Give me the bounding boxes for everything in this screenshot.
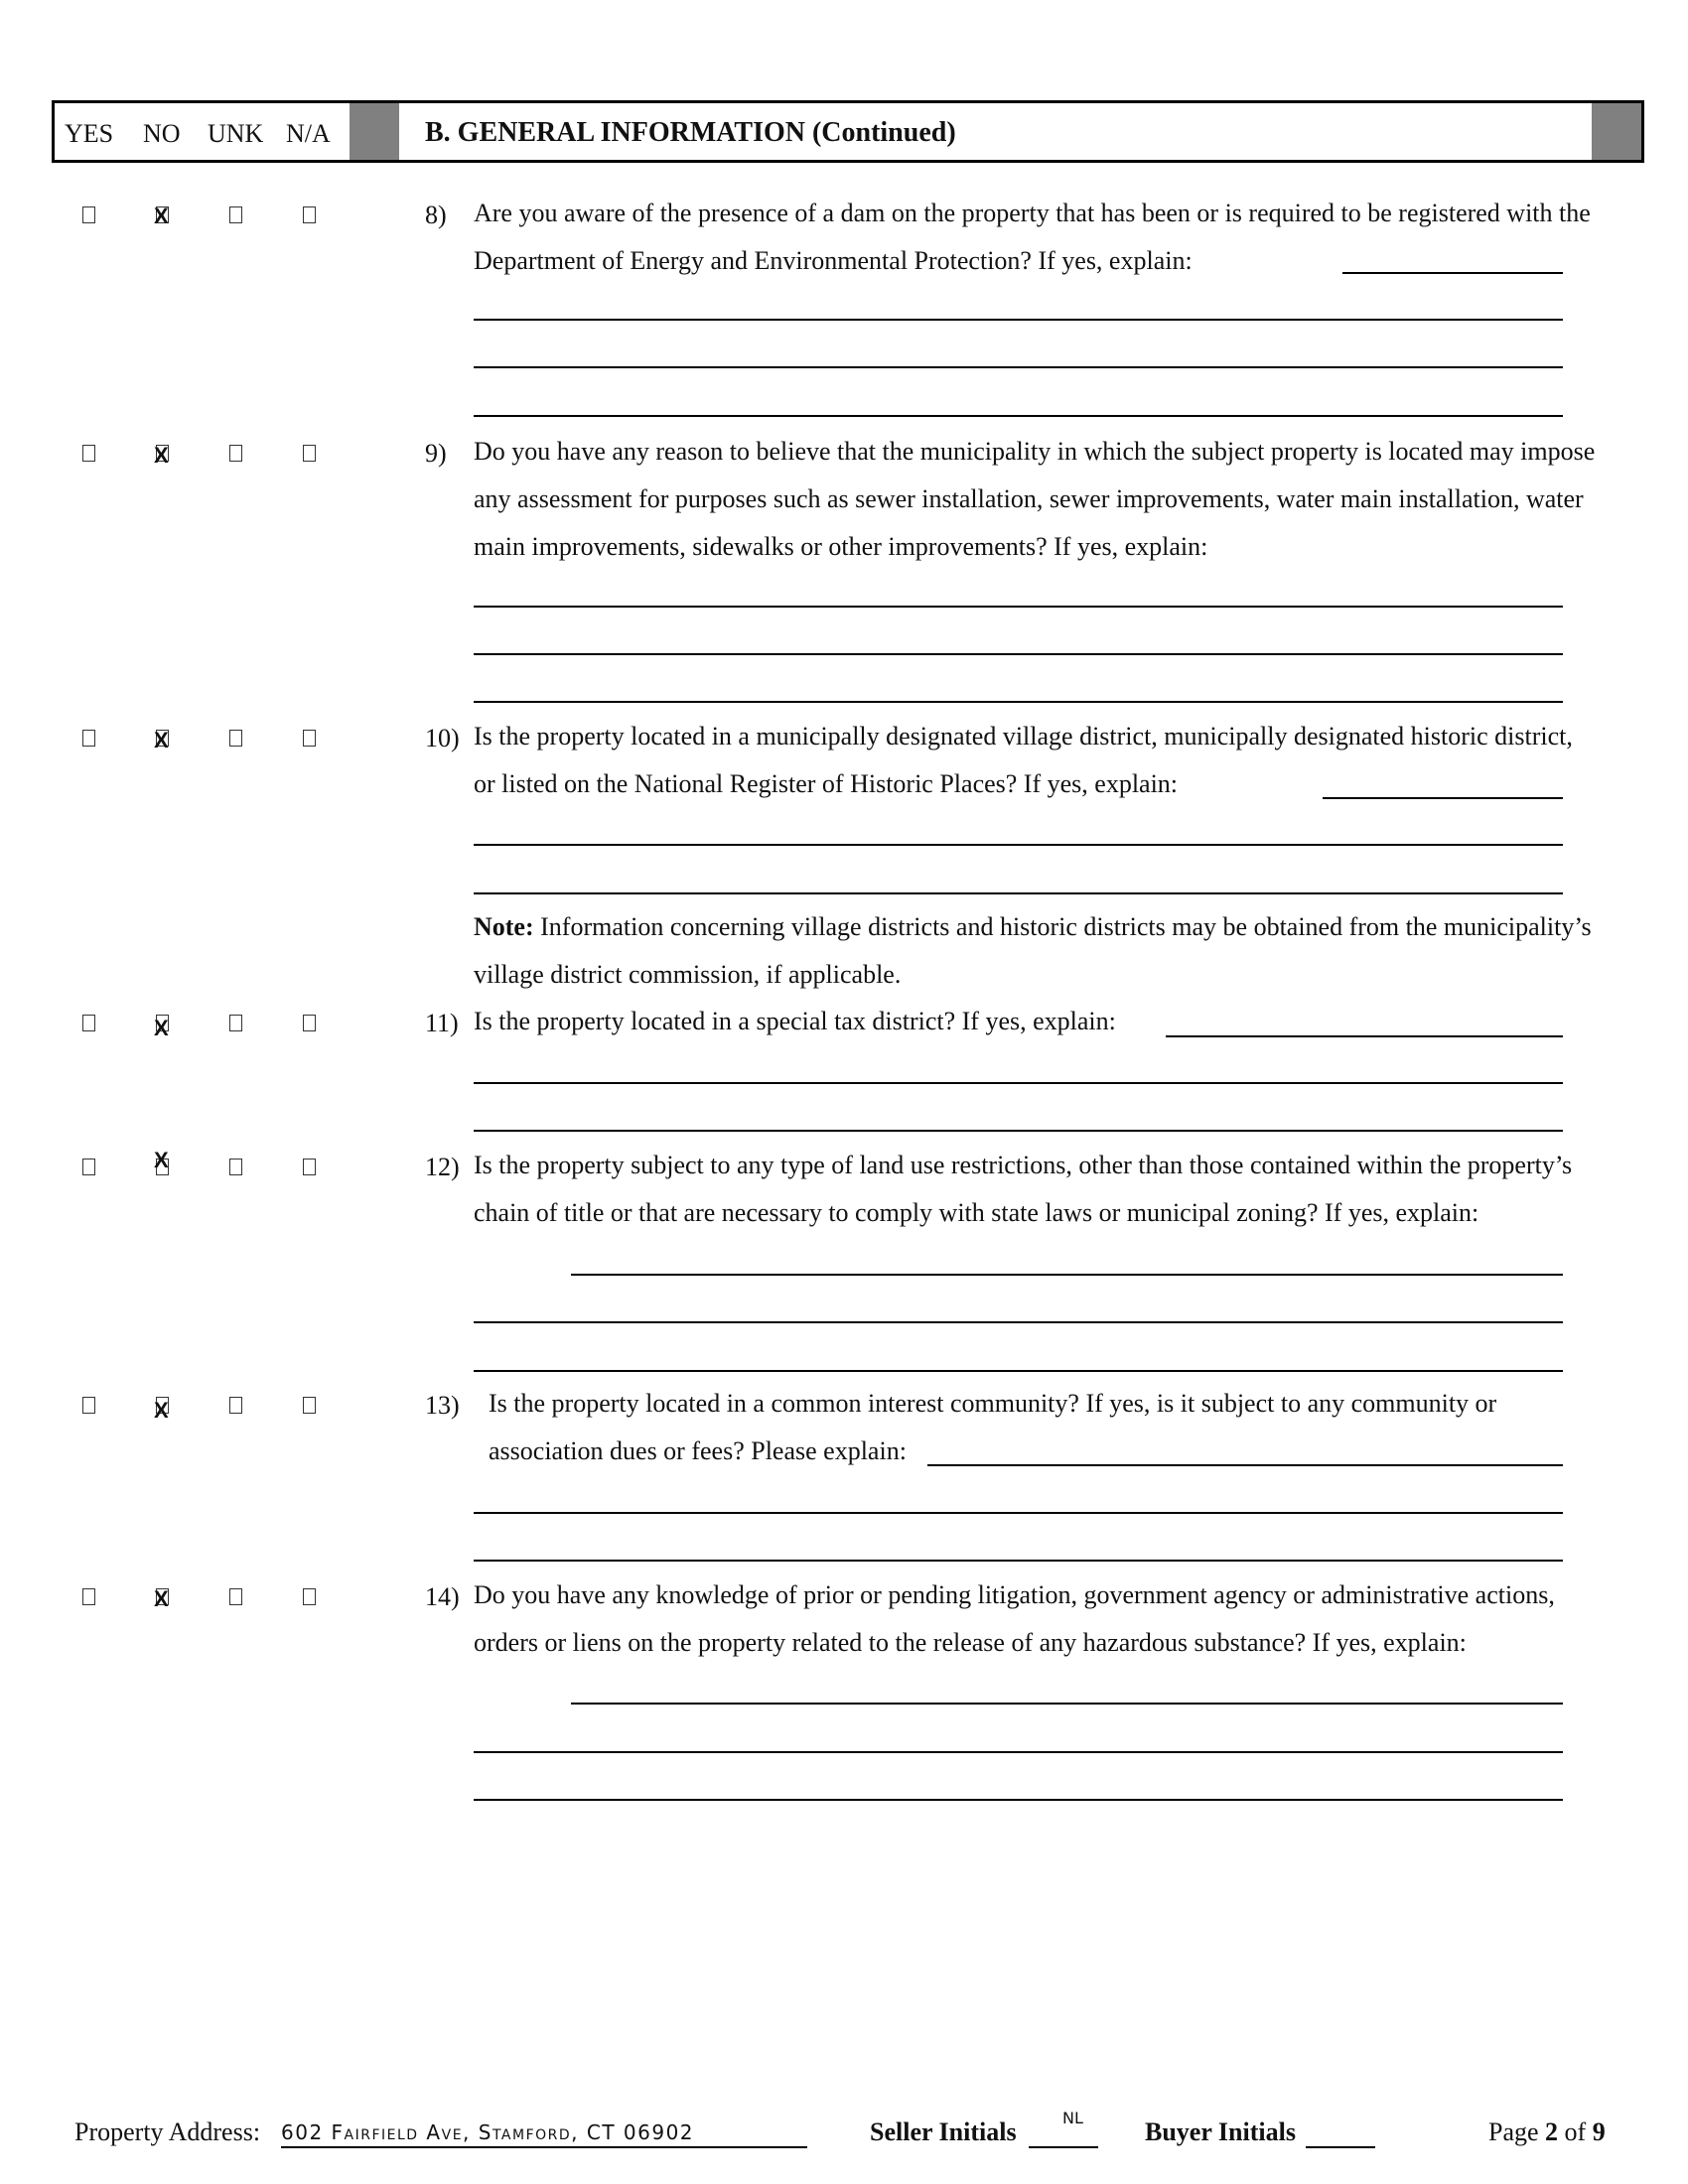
section-title: B. GENERAL INFORMATION (Continued) [425,117,956,148]
q9-text: Do you have any reason to believe that the municipality in which the subject property is located may impose any assessment for purposes such as sewer installation, sewer improvements, water main installation, water main improvements, sidewalks or other improvements? If yes, explain: [474,437,1596,561]
section-header [52,100,1644,163]
note-text: Information concerning village districts and historic districts may be obtained from the municipality’s village district commission, if applicable. [474,912,1592,989]
q13-answer-line-2[interactable] [474,1512,1563,1514]
q13-text: Is the property located in a common interest community? If yes, is it subject to any community or association dues or fees? Please explain: [489,1389,1497,1465]
q13-no-check-mark: X [154,1398,169,1423]
q14-unk-checkbox[interactable] [229,1588,242,1605]
q11-na-checkbox[interactable] [303,1015,316,1031]
q12-no-check-mark: X [154,1148,169,1172]
q8-na-checkbox[interactable] [303,206,316,223]
buyer-initials-label: Buyer Initials [1145,2117,1296,2146]
q13-na-checkbox[interactable] [303,1397,316,1414]
q12-number: 12) [425,1153,460,1181]
q12-answer-line-3[interactable] [474,1370,1563,1372]
col-no-label: NO [143,119,181,148]
q8-yes-checkbox[interactable] [82,206,95,223]
q12-yes-checkbox[interactable] [82,1159,95,1175]
q10-answer-line-1[interactable] [1323,797,1563,799]
q12-na-checkbox[interactable] [303,1159,316,1175]
q11-answer-line-3[interactable] [474,1130,1563,1132]
q13-answer-line-3[interactable] [474,1560,1563,1562]
q9-yes-checkbox[interactable] [82,445,95,462]
q10-text: Is the property located in a municipally designated village district, municipally designated historic district, or listed on the National Register of Historic Places? If yes, explain: [474,722,1573,798]
page-total: 9 [1592,2117,1606,2146]
q11-unk-checkbox[interactable] [229,1015,242,1031]
q14-answer-line-3[interactable] [474,1799,1563,1801]
q12-answer-line-2[interactable] [474,1321,1563,1323]
q11-text: Is the property located in a special tax district? If yes, explain: [474,1007,1116,1035]
q9-no-check-mark: X [154,443,169,468]
q10-number: 10) [425,724,460,752]
note-paragraph [474,903,1596,999]
property-address-label: Property Address: [74,2117,261,2146]
q8-unk-checkbox[interactable] [229,206,242,223]
q14-na-checkbox[interactable] [303,1588,316,1605]
q10-answer-line-2[interactable] [474,844,1563,846]
q11-yes-checkbox[interactable] [82,1015,95,1031]
q14-no-check-mark: X [154,1586,169,1611]
page-indicator [1488,2117,1606,2147]
q14-number: 14) [425,1582,460,1611]
q14-text: Do you have any knowledge of prior or pending litigation, government agency or administrative actions, orders or liens on the property related to the release of any hazardous substance? If yes, explain: [474,1580,1555,1657]
q14-yes-checkbox[interactable] [82,1588,95,1605]
q12-answer-line-1[interactable] [571,1274,1563,1276]
q11-number: 11) [425,1009,459,1037]
property-address-value[interactable]: 602 Fairfield Ave, Stamford, CT 06902 [281,2120,807,2148]
page-of: of [1564,2117,1587,2146]
q13-unk-checkbox[interactable] [229,1397,242,1414]
q11-answer-line-2[interactable] [474,1082,1563,1084]
q11-no-check-mark: X [154,1016,169,1040]
q13-answer-line-1[interactable] [927,1464,1563,1466]
q9-number: 9) [425,439,447,468]
col-na-label: N/A [286,119,331,148]
header-divider-bar [350,103,399,160]
q8-answer-line-4[interactable] [474,415,1563,417]
page-label: Page [1488,2117,1539,2146]
q8-answer-line-3[interactable] [474,366,1563,368]
q10-unk-checkbox[interactable] [229,730,242,747]
q13-yes-checkbox[interactable] [82,1397,95,1414]
buyer-initials-line[interactable] [1306,2146,1375,2148]
q9-answer-line-1[interactable] [474,606,1563,608]
q8-no-check-mark: X [154,204,169,228]
seller-initials-label: Seller Initials [870,2117,1017,2146]
q11-answer-line-1[interactable] [1166,1035,1563,1037]
header-end-bar [1592,103,1641,160]
seller-initials-line[interactable] [1029,2146,1098,2148]
q8-text: Are you aware of the presence of a dam on the property that has been or is required to be registered with the Department of Energy and Environmental Protection? If yes, explain: [474,199,1591,275]
q14-answer-line-1[interactable] [571,1703,1563,1705]
q10-no-check-mark: X [154,728,169,752]
q13-number: 13) [425,1391,460,1420]
col-yes-label: YES [65,119,114,148]
page-current: 2 [1545,2117,1559,2146]
seller-initials-value: NL [1062,2109,1083,2127]
q12-text: Is the property subject to any type of land use restrictions, other than those contained within the property’s chain of title or that are necessary to comply with state laws or municipal zoning? If yes, explain: [474,1151,1573,1227]
q9-unk-checkbox[interactable] [229,445,242,462]
q10-na-checkbox[interactable] [303,730,316,747]
note-label: Note: [474,912,534,941]
q9-na-checkbox[interactable] [303,445,316,462]
q8-answer-line-1[interactable] [1342,272,1563,274]
q9-answer-line-3[interactable] [474,701,1563,703]
q10-answer-line-3[interactable] [474,892,1563,894]
col-unk-label: UNK [208,119,264,148]
q9-answer-line-2[interactable] [474,653,1563,655]
q8-answer-line-2[interactable] [474,319,1563,321]
q10-yes-checkbox[interactable] [82,730,95,747]
q12-unk-checkbox[interactable] [229,1159,242,1175]
q14-answer-line-2[interactable] [474,1751,1563,1753]
q8-number: 8) [425,201,447,229]
